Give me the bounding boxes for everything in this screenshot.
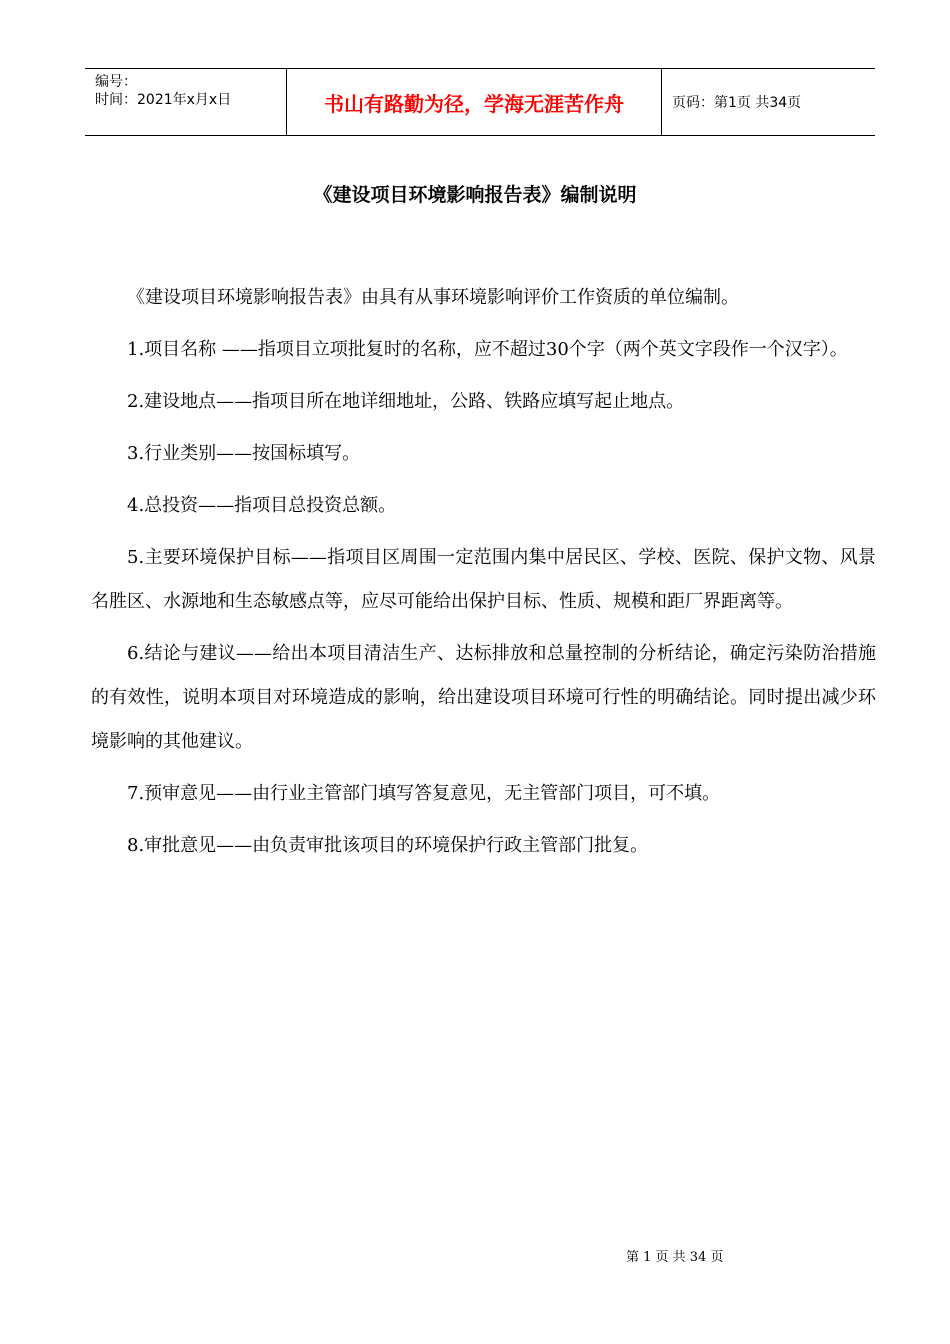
paragraph: 8.审批意见——由负责审批该项目的环境保护行政主管部门批复。: [127, 835, 649, 856]
document-title: 《建设项目环境影响报告表》编制说明: [313, 184, 637, 206]
page-number-footer: 第 1 页 共 34 页: [626, 1250, 724, 1265]
document-time-label: 时间：2021年x月x日: [95, 92, 232, 108]
paragraph: 2.建设地点——指项目所在地详细地址，公路、铁路应填写起止地点。: [127, 391, 685, 412]
header-meta-cell: [85, 69, 287, 135]
header-page-info: 页码：第1页 共34页: [672, 95, 802, 111]
paragraph: 1.项目名称 ——指项目立项批复时的名称，应不超过30个字（两个英文字段作一个汉字）。: [127, 339, 848, 360]
page-header: [85, 68, 875, 136]
paragraph: 6.结论与建议——给出本项目清洁生产、达标排放和总量控制的分析结论，确定污染防治措施的有效性，说明本项目对环境造成的影响，给出建设项目环境可行性的明确结论。同时提出减少环境影响的其他建议。: [91, 643, 876, 752]
paragraph: 3.行业类别——按国标填写。: [127, 443, 361, 464]
document-number-label: 编号：: [95, 74, 137, 90]
paragraph: 5.主要环境保护目标——指项目区周围一定范围内集中居民区、学校、医院、保护文物、风景名胜区、水源地和生态敏感点等，应尽可能给出保护目标、性质、规模和距厂界距离等。: [91, 547, 876, 612]
paragraph: 《建设项目环境影响报告表》由具有从事环境影响评价工作资质的单位编制。: [127, 287, 739, 308]
header-motto: 书山有路勤为径，学海无涯苦作舟: [287, 69, 662, 135]
document-body: [91, 276, 876, 876]
paragraph: 7.预审意见——由行业主管部门填写答复意见，无主管部门项目，可不填。: [127, 783, 721, 804]
paragraph: 4.总投资——指项目总投资总额。: [127, 495, 397, 516]
